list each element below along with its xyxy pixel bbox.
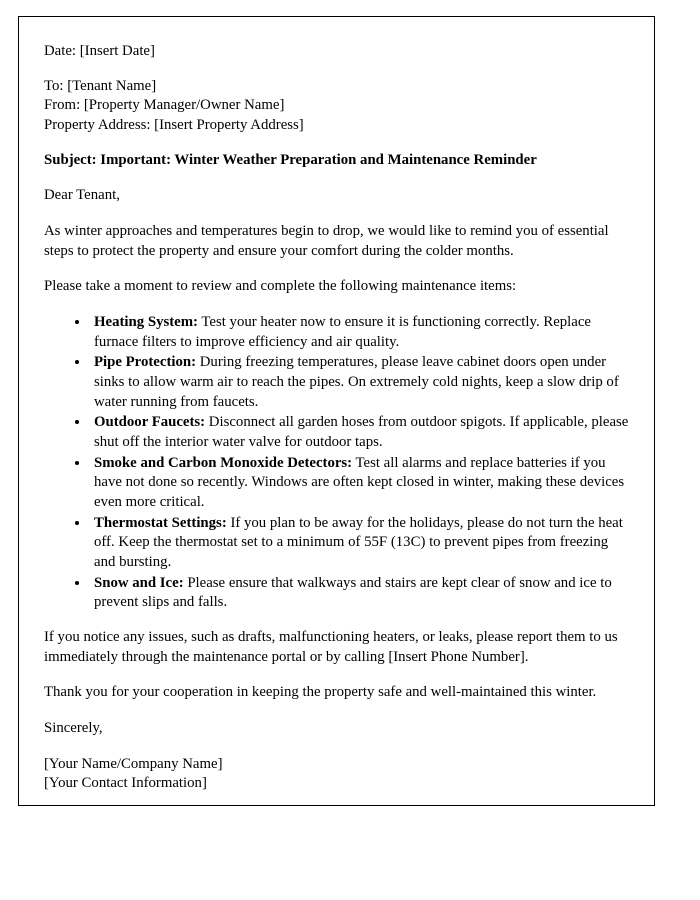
sender-line: From: [Property Manager/Owner Name] [44,97,285,114]
closing-line: Sincerely, [44,720,103,737]
list-item-text: Disconnect all garden hoses from outdoor spigots. If applicable, please shut off the interior water valve for outdoor taps. [94,414,629,451]
intro-paragraph: As winter approaches and temperatures begin to drop, we would like to remind you of essential steps to protect the property and ensure your comfort during the colder months. [44,223,609,259]
list-item [90,454,632,513]
maintenance-items-list [44,313,632,613]
address-block [44,77,632,136]
subject-line: Subject: Important: Winter Weather Preparation and Maintenance Reminder [44,151,537,168]
signature-name-line: [Your Name/Company Name] [44,755,223,772]
issues-paragraph: If you notice any issues, such as drafts, malfunctioning heaters, or leaks, please report them to us immediately through the maintenance portal or by calling [Insert Phone Number]. [44,629,618,665]
signature-block [44,755,632,794]
list-item-text: During freezing temperatures, please leave cabinet doors open under sinks to allow warm air to reach the pipes. On extremely cold nights, keep a slow drip of water running from faucets. [94,354,619,410]
signature-contact-line: [Your Contact Information] [44,775,207,792]
list-item-text: If you plan to be away for the holidays, please do not turn the heat off. Keep the thermostat set to a minimum of 55F (13C) to prevent pipes from freezing and bursting. [94,514,623,571]
list-item-label: Outdoor Faucets: [94,414,206,431]
list-item-label: Smoke and Carbon Monoxide Detectors: [94,454,353,471]
salutation: Dear Tenant, [44,187,120,204]
list-item-label: Heating System: [94,314,198,331]
list-item [90,313,632,352]
list-item [90,574,632,613]
list-item-label: Snow and Ice: [94,574,184,591]
list-item [90,413,632,452]
list-item-text: Please ensure that walkways and stairs are kept clear of snow and ice to prevent slips and falls. [94,574,612,611]
property-address-line: Property Address: [Insert Property Address] [44,117,304,134]
list-item-label: Pipe Protection: [94,354,197,371]
list-item [90,353,632,412]
date-block [44,42,632,62]
instruction-paragraph: Please take a moment to review and complete the following maintenance items: [44,278,517,295]
recipient-line: To: [Tenant Name] [44,77,157,94]
date-line: Date: [Insert Date] [44,43,155,59]
thanks-paragraph: Thank you for your cooperation in keeping the property safe and well-maintained this winter. [44,684,597,701]
letter-body [44,42,632,794]
list-item-text: Test all alarms and replace batteries if you have not done so recently. Windows are often kept closed in winter, making these devices even more critical. [94,454,625,511]
list-item-label: Thermostat Settings: [94,514,227,531]
list-item-text: Test your heater now to ensure it is functioning correctly. Replace furnace filters to improve efficiency and air quality. [94,314,591,350]
list-item [90,514,632,573]
